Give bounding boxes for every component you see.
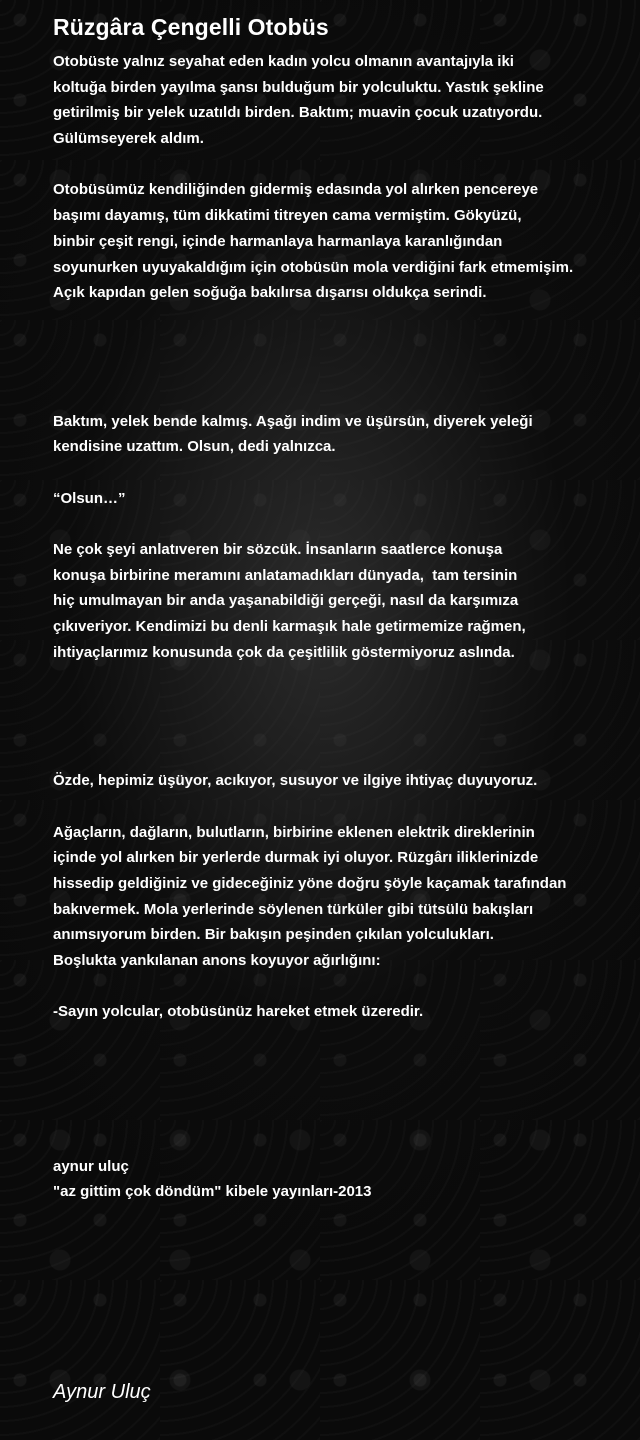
poem-line: konuşa birbirine meramını anlatamadıkları dünyada, tam tersinin [53,566,518,584]
poem-line: başımı dayamış, tüm dikkatimi titreyen cama vermiştim. Gökyüzü, [53,207,522,225]
poem-line: "az gittim çok döndüm" kibele yayınları-2013 [53,1183,372,1201]
poem-blank-line [53,691,633,717]
poem-blank-line [53,1102,633,1128]
poem-line: çıkıveriyor. Kendimizi bu denli karmaşık hale getirmemize rağmen, [53,618,526,636]
poem-line: ihtiyaçlarımız konusunda çok da çeşitlilik göstermiyoruz aslında. [53,643,515,661]
poem-blank-line [53,1025,633,1051]
poem-line: getirilmiş bir yelek uzatıldı birden. Baktım; muavin çocuk uzatıyordu. [53,104,543,122]
poem-blank-line [53,974,633,1000]
poem-blank-line [53,383,633,409]
poem-line: Gülümseyerek aldım. [53,130,204,148]
poem-blank-line [53,152,633,178]
poem-blank-line [53,794,633,820]
poem-blank-line [53,1128,633,1154]
poem-line: binbir çeşit rengi, içinde harmanlaya harmanlaya karanlığından [53,232,503,250]
poem-line: Açık kapıdan gelen soğuğa bakılırsa dışarısı oldukça serindi. [53,284,487,302]
poem-body [53,49,633,1205]
poem-line: soyunurken uyuyakaldığım için otobüsün mola verdiğini fark etmemişim. [53,258,574,276]
poem-line: “Olsun…” [53,489,126,507]
poem-line: Otobüsümüz kendiliğinden gidermiş edasında yol alırken pencereye [53,181,539,199]
poem-line: kendisine uzattım. Olsun, dedi yalnızca. [53,438,336,456]
poem-line: Boşlukta yankılanan anons koyuyor ağırlığını: [53,952,381,970]
poem-line: hissedip geldiğiniz ve gideceğiniz yöne doğru şöyle kaçamak tarafından [53,875,567,892]
poem-line: Ne çok şeyi anlatıveren bir sözcük. İnsanların saatlerce konuşa [53,541,503,559]
poem-line: Ağaçların, dağların, bulutların, birbirine eklenen elektrik direklerinin [53,823,535,841]
poem-blank-line [53,666,633,692]
poem-blank-line [53,1051,633,1077]
poem-line: koltuğa birden yayılma şansı bulduğum bir yolculuktu. Yastık şekline [53,78,544,96]
poem-blank-line [53,1077,633,1103]
poem-blank-line [53,306,633,332]
poem-line: Baktım, yelek bende kalmış. Aşağı indim ve üşürsün, diyerek yeleği [53,412,533,430]
poem-blank-line [53,743,633,769]
poem-title: Rüzgâra Çengelli Otobüs [53,14,329,40]
poem-line: aynur uluç [53,1157,129,1175]
poem-line: Özde, hepimiz üşüyor, acıkıyor, susuyor ve ilgiye ihtiyaç duyuyoruz. [53,772,538,790]
poem-blank-line [53,460,633,486]
poem-blank-line [53,332,633,358]
poem-author-signature: Aynur Uluç [53,1381,151,1403]
poem-line: anımsıyorum birden. Bir bakışın peşinden çıkılan yolculukları. [53,926,494,944]
poem-line: hiç umulmayan bir anda yaşanabildiği gerçeği, nasıl da karşımıza [53,592,519,610]
poem-blank-line [53,511,633,537]
poem-blank-line [53,357,633,383]
poem-line: bakıvermek. Mola yerlerinde söylenen türküler gibi tütsülü bakışları [53,900,534,918]
poem-blank-line [53,717,633,743]
poem-line: içinde yol alırken bir yerlerde durmak iyi oluyor. Rüzgârı iliklerinizde [53,849,539,867]
poem-line: -Sayın yolcular, otobüsünüz hareket etmek üzeredir. [53,1003,424,1021]
poem-line: Otobüste yalnız seyahat eden kadın yolcu olmanın avantajıyla iki [53,53,514,70]
